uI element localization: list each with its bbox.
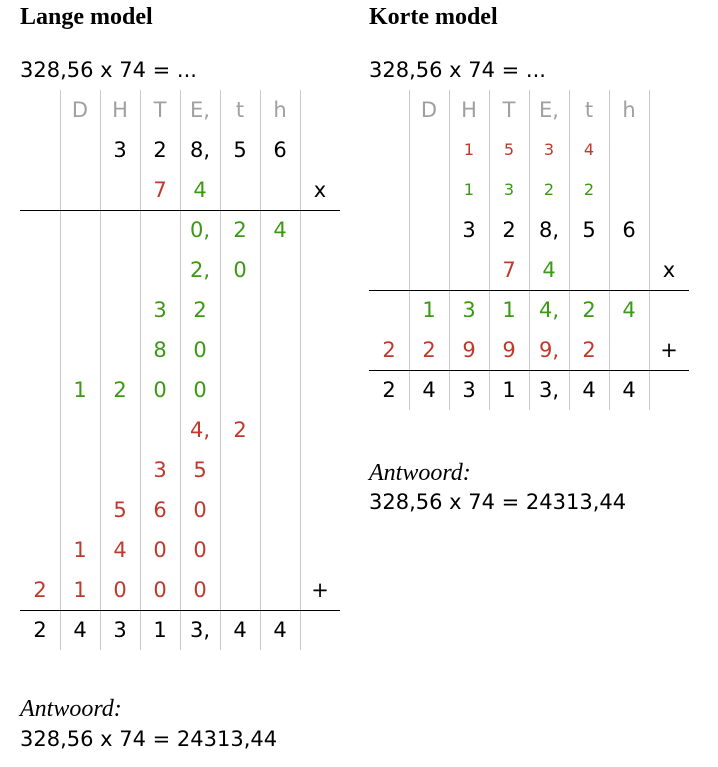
place-value-header: h <box>273 98 287 122</box>
long-model-grid <box>0 90 340 642</box>
place-value-header: h <box>622 98 636 122</box>
digit-cell: 4 <box>273 218 287 242</box>
digit-cell: 0 <box>193 378 207 402</box>
long-answer-label: Antwoord: <box>20 696 122 722</box>
digit-cell: 1 <box>502 298 516 322</box>
digit-cell: 2 <box>33 578 47 602</box>
column-divider <box>609 90 610 410</box>
digit-cell: 3 <box>113 618 127 642</box>
digit-cell: 1 <box>463 140 475 159</box>
digit-cell: 0 <box>153 538 167 562</box>
digit-cell: 9 <box>502 338 516 362</box>
digit-cell: 2 <box>382 338 396 362</box>
digit-cell: 7 <box>153 178 167 202</box>
digit-cell: 1 <box>422 298 436 322</box>
digit-cell: 2 <box>582 338 596 362</box>
place-value-header: D <box>420 98 438 122</box>
place-value-header: H <box>112 98 128 122</box>
place-value-header: E, <box>190 98 210 122</box>
digit-cell: 9, <box>538 338 560 362</box>
digit-cell: 1 <box>73 578 87 602</box>
long-model-expression: 328,56 x 74 = ... <box>20 58 197 82</box>
digit-cell: 4 <box>542 258 556 282</box>
digit-cell: 8, <box>189 138 211 162</box>
digit-cell: 4 <box>622 378 636 402</box>
digit-cell: 4 <box>422 378 436 402</box>
digit-cell: 3, <box>189 618 211 642</box>
digit-cell: 3 <box>462 218 476 242</box>
place-value-header: t <box>235 98 245 122</box>
digit-cell: 4, <box>538 298 560 322</box>
digit-cell: 1 <box>463 180 475 199</box>
digit-cell: 2 <box>422 338 436 362</box>
digit-cell: 2 <box>583 180 595 199</box>
digit-cell: 0 <box>113 578 127 602</box>
long-model-title: Lange model <box>20 4 153 30</box>
digit-cell: 4 <box>233 618 247 642</box>
digit-cell: 6 <box>622 218 636 242</box>
place-value-header: T <box>502 98 516 122</box>
digit-cell: 0 <box>153 378 167 402</box>
digit-cell: 4 <box>113 538 127 562</box>
digit-cell: 2 <box>233 418 247 442</box>
digit-cell: 2 <box>502 218 516 242</box>
digit-cell: 0 <box>153 578 167 602</box>
digit-cell: 2 <box>33 618 47 642</box>
digit-cell: 3 <box>462 298 476 322</box>
digit-cell: 4 <box>73 618 87 642</box>
digit-cell: 9 <box>462 338 476 362</box>
digit-cell: 4, <box>189 418 211 442</box>
place-value-header: T <box>153 98 167 122</box>
long-answer-text: 328,56 x 74 = 24313,44 <box>20 727 278 751</box>
digit-cell: 1 <box>502 378 516 402</box>
digit-cell: 1 <box>153 618 167 642</box>
digit-cell: 7 <box>502 258 516 282</box>
digit-cell: 3 <box>153 298 167 322</box>
place-value-header: t <box>584 98 594 122</box>
digit-cell: 5 <box>113 498 127 522</box>
column-divider <box>260 90 261 650</box>
operator-sign: x <box>662 258 676 282</box>
digit-cell: 6 <box>153 498 167 522</box>
digit-cell: 2 <box>193 298 207 322</box>
digit-cell: 4 <box>193 178 207 202</box>
short-model-title: Korte model <box>369 4 498 30</box>
digit-cell: 2, <box>189 258 211 282</box>
digit-cell: 3 <box>543 140 555 159</box>
digit-cell: 3, <box>538 378 560 402</box>
digit-cell: 3 <box>113 138 127 162</box>
digit-cell: 4 <box>622 298 636 322</box>
digit-cell: 2 <box>582 298 596 322</box>
digit-cell: 8 <box>153 338 167 362</box>
digit-cell: 3 <box>503 180 515 199</box>
digit-cell: 5 <box>582 218 596 242</box>
digit-cell: 1 <box>73 378 87 402</box>
digit-cell: 8, <box>538 218 560 242</box>
digit-cell: 2 <box>113 378 127 402</box>
digit-cell: 2 <box>153 138 167 162</box>
place-value-header: D <box>71 98 89 122</box>
digit-cell: 3 <box>462 378 476 402</box>
digit-cell: 1 <box>73 538 87 562</box>
digit-cell: 4 <box>273 618 287 642</box>
place-value-header: H <box>461 98 477 122</box>
digit-cell: 0 <box>193 338 207 362</box>
digit-cell: 2 <box>233 218 247 242</box>
operator-sign: x <box>313 178 327 202</box>
operator-sign: + <box>660 338 678 362</box>
digit-cell: 0 <box>233 258 247 282</box>
operator-sign: + <box>311 578 329 602</box>
digit-cell: 5 <box>503 140 515 159</box>
digit-cell: 3 <box>153 458 167 482</box>
digit-cell: 0 <box>193 578 207 602</box>
digit-cell: 0, <box>189 218 211 242</box>
digit-cell: 5 <box>233 138 247 162</box>
column-divider <box>220 90 221 650</box>
digit-cell: 0 <box>193 538 207 562</box>
place-value-header: E, <box>539 98 559 122</box>
digit-cell: 6 <box>273 138 287 162</box>
digit-cell: 2 <box>543 180 555 199</box>
digit-cell: 4 <box>583 140 595 159</box>
digit-cell: 0 <box>193 498 207 522</box>
short-answer-label: Antwoord: <box>369 460 471 486</box>
short-model-grid <box>349 90 689 410</box>
short-answer-text: 328,56 x 74 = 24313,44 <box>369 490 627 514</box>
digit-cell: 4 <box>582 378 596 402</box>
digit-cell: 5 <box>193 458 207 482</box>
digit-cell: 2 <box>382 378 396 402</box>
short-model-expression: 328,56 x 74 = ... <box>369 58 546 82</box>
